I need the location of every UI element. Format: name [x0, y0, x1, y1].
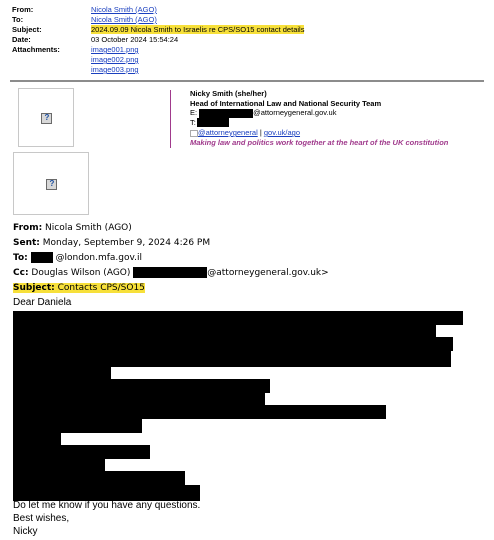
- forwarded-sent: [13, 237, 210, 250]
- attachment-link[interactable]: image002.png: [91, 55, 139, 64]
- header-to-link[interactable]: Nicola Smith (AGO): [91, 15, 157, 24]
- fwd-subject-label: Subject:: [13, 283, 55, 293]
- redaction-block: [13, 459, 105, 471]
- signature-name: Nicky Smith (she/her): [190, 89, 267, 98]
- header-subject-value: 2024.09.09 Nicola Smith to Israelis re CPS/SO15 contact details: [91, 25, 305, 34]
- header-date-row: [12, 35, 304, 45]
- signature-email-line: [190, 108, 448, 118]
- redaction-block: [13, 351, 451, 367]
- header-to-row: [12, 15, 304, 25]
- signature-block: [190, 89, 448, 147]
- forwarded-cc: [13, 267, 329, 280]
- fwd-cc-label: Cc:: [13, 268, 29, 278]
- social-icon: [190, 130, 198, 137]
- attachment-link[interactable]: image001.png: [91, 45, 139, 54]
- redaction-block: [13, 325, 436, 337]
- redaction-block: [13, 419, 142, 433]
- header-from-row: [12, 5, 304, 15]
- website-link[interactable]: gov.uk/ago: [263, 128, 301, 138]
- email-closing-wishes: Best wishes,: [13, 513, 70, 524]
- header-date-value: 03 October 2024 15:54:24: [91, 35, 179, 44]
- email-closing-question: Do let me know if you have any questions.: [13, 500, 201, 511]
- redaction-block: [13, 485, 200, 501]
- signature-phone-prefix: T:: [190, 117, 196, 127]
- redaction-block: [13, 379, 270, 393]
- redaction-block: [197, 118, 229, 127]
- redaction-block: [13, 311, 463, 325]
- attachment-link[interactable]: image003.png: [91, 65, 139, 74]
- signature-divider: [170, 90, 171, 148]
- header-subject-label: Subject:: [12, 25, 42, 34]
- social-link[interactable]: @attorneygeneral: [198, 128, 258, 138]
- signature-image-placeholder: [13, 152, 89, 215]
- fwd-cc-suffix: @attorneygeneral.gov.uk>: [207, 268, 329, 278]
- forwarded-from: [13, 222, 132, 235]
- broken-image-icon: [41, 113, 52, 124]
- header-attachments-row: [12, 45, 304, 75]
- redaction-block: [13, 367, 111, 379]
- fwd-sent-value: Monday, September 9, 2024 4:26 PM: [42, 238, 211, 248]
- signature-divider-text: |: [259, 128, 262, 138]
- fwd-sent-label: Sent:: [13, 238, 40, 248]
- header-subject-row: [12, 25, 304, 35]
- signature-email-prefix: E:: [190, 108, 198, 117]
- email-greeting: Dear Daniela: [13, 297, 72, 308]
- signature-email-suffix: @attorneygeneral.gov.uk: [253, 108, 337, 117]
- header-date-label: Date:: [12, 35, 31, 44]
- header-to-label: To:: [12, 15, 24, 24]
- redaction-block: [133, 267, 207, 278]
- forwarded-to: [13, 252, 142, 265]
- header-from-label: From:: [12, 5, 34, 14]
- fwd-cc-name: Douglas Wilson (AGO): [31, 268, 131, 278]
- signature-phone-line: [190, 118, 448, 128]
- redaction-block: [13, 471, 185, 485]
- fwd-to-suffix: @london.mfa.gov.il: [55, 253, 142, 263]
- fwd-from-label: From:: [13, 223, 43, 233]
- redaction-block: [199, 109, 253, 118]
- redaction-block: [13, 445, 150, 459]
- forwarded-subject: [13, 282, 145, 295]
- email-header: [12, 5, 304, 75]
- fwd-subject-value: Contacts CPS/SO15: [57, 283, 145, 293]
- signature-title: Head of International Law and National Security Team: [190, 98, 382, 108]
- header-attachments-label: Attachments:: [12, 45, 60, 54]
- redaction-block: [13, 337, 453, 351]
- signature-image-placeholder: [18, 88, 74, 147]
- redaction-block: [31, 252, 53, 263]
- redaction-block: [13, 433, 61, 445]
- fwd-from-value: Nicola Smith (AGO): [45, 223, 132, 233]
- email-closing-name: Nicky: [13, 526, 38, 537]
- signature-tagline: Making law and politics work together at the heart of the UK constitution: [190, 137, 449, 147]
- header-from-link[interactable]: Nicola Smith (AGO): [91, 5, 157, 14]
- header-separator: [10, 80, 484, 82]
- fwd-to-label: To:: [13, 253, 28, 263]
- signature-social-line: [190, 128, 448, 138]
- fwd-subject-highlight: [13, 283, 145, 293]
- broken-image-icon: [46, 179, 57, 190]
- redaction-block: [13, 393, 265, 405]
- redaction-block: [13, 405, 386, 419]
